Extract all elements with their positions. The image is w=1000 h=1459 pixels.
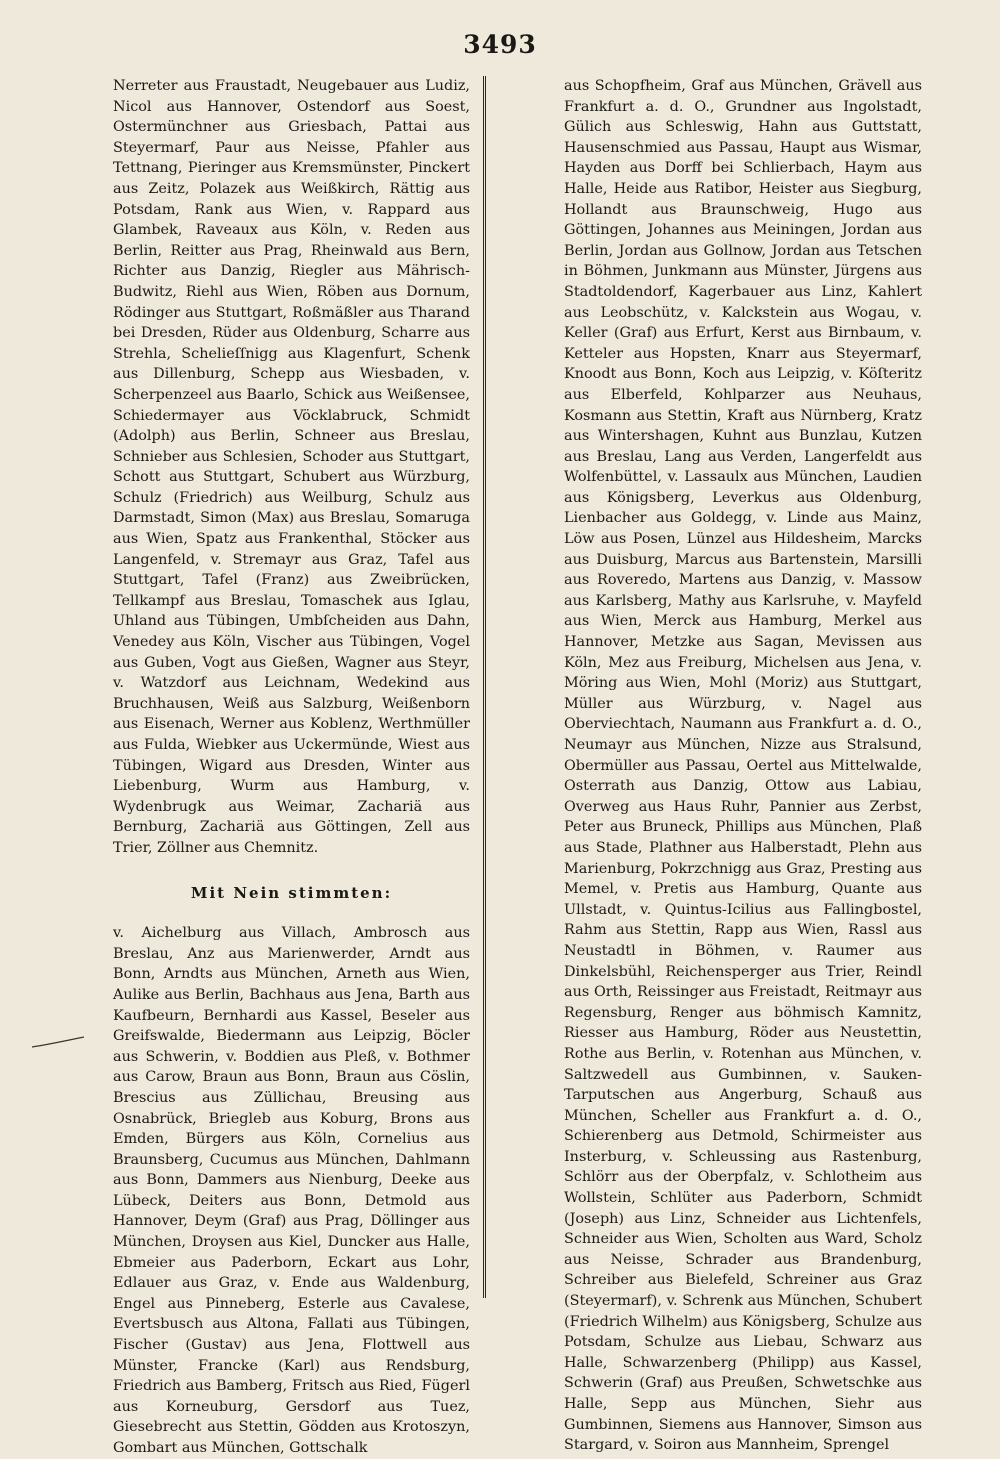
right-column [564,76,922,1456]
nein-voters-list: v. Aichelburg aus Villach, Ambrosch aus Breslau, Anz aus Marienwerder, Arndt aus Bonn, Arndts aus München, Arneth aus Wien, Aulike aus Berlin, Bachhaus aus Jena, Barth aus Kaufbeurn, Bernhardi aus Kassel, Beseler aus Greifswalde, Biedermann aus Leipzig, Böcler aus Schwerin, v. Boddien aus Pleß, v. Bothmer aus Carow, Braun aus Bonn, Braun aus Cöslin, Brescius aus Züllichau, Breusing aus Osnabrück, Briegleb aus Koburg, Brons aus Emden, Bürgers aus Köln, Cornelius aus Braunsberg, Cucumus aus München, Dahlmann aus Bonn, Dammers aus Nienburg, Deeke aus Lübeck, Deiters aus Bonn, Detmold aus Hannover, Deym (Graf) aus Prag, Döllinger aus München, Droysen aus Kiel, Duncker aus Halle, Ebmeier aus Paderborn, Eckart aus Lohr, Edlauer aus Graz, v. Ende aus Waldenburg, Engel aus Pinneberg, Esterle aus Cavalese, Evertsbusch aus Altona, Fallati aus Tübingen, Fischer (Gustav) aus Jena, Flottwell aus Münster, Francke (Karl) aus Rendsburg, Friedrich aus Bamberg, Fritsch aus Ried, Fügerl aus Korneuburg, Gersdorf aus Tuez, Giesebrecht aus Stettin, Gödden aus Krotoszyn, Gombart aus München, Gottschalk [113,925,470,1456]
column-divider [483,76,486,1298]
nein-voters-continued: aus Schopfheim, Graf aus München, Grävell aus Frankfurt a. d. O., Grundner aus Ingolstadt, Gülich aus Schleswig, Hahn aus Guttstatt, Hausenschmied aus Passau, Haupt aus Wismar, Hayden aus Dorff bei Schlierbach, Haym aus Halle, Heide aus Ratibor, Heister aus Siegburg, Hollandt aus Braunschweig, Hugo aus Göttingen, Johannes aus Meiningen, Jordan aus Berlin, Jordan aus Gollnow, Jordan aus Tetschen in Böhmen, Junkmann aus Münster, Jürgens aus Stadtoldendorf, Kagerbauer aus Linz, Kahlert aus Leobschütz, v. Kalckstein aus Wogau, v. Keller (Graf) aus Erfurt, Kerst aus Birnbaum, v. Ketteler aus Hopsten, Knarr aus Steyermarf, Knoodt aus Bonn, Koch aus Leipzig, v. Köſteritz aus Elberfeld, Kohlparzer aus Neuhaus, Kosmann aus Stettin, Kraft aus Nürnberg, Kratz aus Wintershagen, Kuhnt aus Bunzlau, Kutzen aus Breslau, Lang aus Verden, Langerfeldt aus Wolfenbüttel, v. Lassaulx aus München, Laudien aus Königsberg, Leverkus aus Oldenburg, Lienbacher aus Goldegg, v. Linde aus Mainz, Löw aus Posen, Lünzel aus Hildesheim, Marcks aus Duisburg, Marcus aus Bartenstein, Marsilli aus Roveredo, Martens aus Danzig, v. Massow aus Karlsberg, Mathy aus Karlsruhe, v. Mayfeld aus Wien, Merck aus Hamburg, Merkel aus Hannover, Metzke aus Sagan, Mevissen aus Köln, Mez aus Freiburg, Michelsen aus Jena, v. Möring aus Wien, Mohl (Moriz) aus Stuttgart, Müller aus Würzburg, v. Nagel aus Oberviechtach, Naumann aus Frankfurt a. d. O., Neumayr aus München, Nizze aus Stralsund, Obermüller aus Passau, Oertel aus Mittelwalde, Osterrath aus Danzig, Ottow aus Labiau, Overweg aus Haus Ruhr, Pannier aus Zerbst, Peter aus Bruneck, Phillips aus München, Plaß aus Stade, Plathner aus Halberstadt, Plehn aus Marienburg, Pokrzchnigg aus Graz, Presting aus Memel, v. Pretis aus Hamburg, Quante aus Ullstadt, v. Quintus-Icilius aus Fallingbostel, Rahm aus Stettin, Rapp aus Wien, Rassl aus Neustadtl in Böhmen, v. Raumer aus Dinkelsbühl, Reichensperger aus Trier, Reindl aus Orth, Reissinger aus Freistadt, Reitmayr aus Regensburg, Renger aus böhmisch Kamnitz, Riesser aus Hamburg, Röder aus Neustettin, Rothe aus Berlin, v. Rotenhan aus München, v. Saltzwedell aus Gumbinnen, v. Sauken-Tarputschen aus Angerburg, Schauß aus München, Scheller aus Frankfurt a. d. O., Schierenberg aus Detmold, Schirmeister aus Insterburg, v. Schleussing aus Rastenburg, Schlörr aus der Oberpfalz, v. Schlotheim aus Wollstein, Schlüter aus Paderborn, Schmidt (Joseph) aus Linz, Schneider aus Lichtenfels, Schneider aus Wien, Scholten aus Ward, Scholz aus Neisse, Schrader aus Brandenburg, Schreiber aus Bielefeld, Schreiner aus Graz (Steyermarf), v. Schrenk aus München, Schubert (Friedrich Wilhelm) aus Königsberg, Schulze aus Potsdam, Schulze aus Liebau, Schwarz aus Halle, Schwarzenberg (Philipp) aus Kassel, Schwerin (Graf) aus Preußen, Schwetschke aus Halle, Sepp aus München, Siehr aus Gumbinnen, Siemens aus Hannover, Simson aus Stargard, v. Soiron aus Mannheim, Sprengel [564,78,922,1454]
pencil-margin-mark [30,1033,86,1053]
section-heading-nein: Mit Nein stimmten: [190,883,393,902]
page-number: 3493 [463,30,537,59]
left-column [113,76,470,1459]
ja-voters-continued: Nerreter aus Fraustadt, Neugebauer aus Ludiz, Nicol aus Hannover, Ostendorf aus Soest, Ostermünchner aus Griesbach, Pattai aus Steyermarf, Paur aus Neisse, Pfahler aus Tettnang, Pieringer aus Kremsmünster, Pinckert aus Zeitz, Polazek aus Weißkirch, Rättig aus Potsdam, Rank aus Wien, v. Rappard aus Glambek, Raveaux aus Köln, v. Reden aus Berlin, Reitter aus Prag, Rheinwald aus Bern, Richter aus Danzig, Riegler aus Mährisch-Budwitz, Riehl aus Wien, Röben aus Dornum, Rödinger aus Stuttgart, Roßmäßler aus Tharand bei Dresden, Rüder aus Oldenburg, Scharre aus Strehla, Schelieſſnigg aus Klagenfurt, Schenk aus Dillenburg, Schepp aus Wiesbaden, v. Scherpenzeel aus Baarlo, Schick aus Weißensee, Schiedermayer aus Vöcklabruck, Schmidt (Adolph) aus Berlin, Schneer aus Breslau, Schnieber aus Schlesien, Schoder aus Stuttgart, Schott aus Stuttgart, Schubert aus Würzburg, Schulz (Friedrich) aus Weilburg, Schulz aus Darmstadt, Simon (Max) aus Breslau, Somaruga aus Wien, Spatz aus Frankenthal, Stöcker aus Langenfeld, v. Stremayr aus Graz, Tafel aus Stuttgart, Tafel (Franz) aus Zweibrücken, Tellkampf aus Breslau, Tomaschek aus Iglau, Uhland aus Tübingen, Umbſcheiden aus Dahn, Venedey aus Köln, Vischer aus Tübingen, Vogel aus Guben, Vogt aus Gießen, Wagner aus Steyr, v. Watzdorf aus Leichnam, Wedekind aus Bruchhausen, Weiß aus Salzburg, Weißenborn aus Eisenach, Werner aus Koblenz, Werthmüller aus Fulda, Wiebker aus Uckermünde, Wiest aus Tübingen, Wigard aus Dresden, Winter aus Liebenburg, Wurm aus Hamburg, v. Wydenbrugk aus Weimar, Zachariä aus Bernburg, Zachariä aus Göttingen, Zell aus Trier, Zöllner aus Chemnitz. [113,78,470,856]
